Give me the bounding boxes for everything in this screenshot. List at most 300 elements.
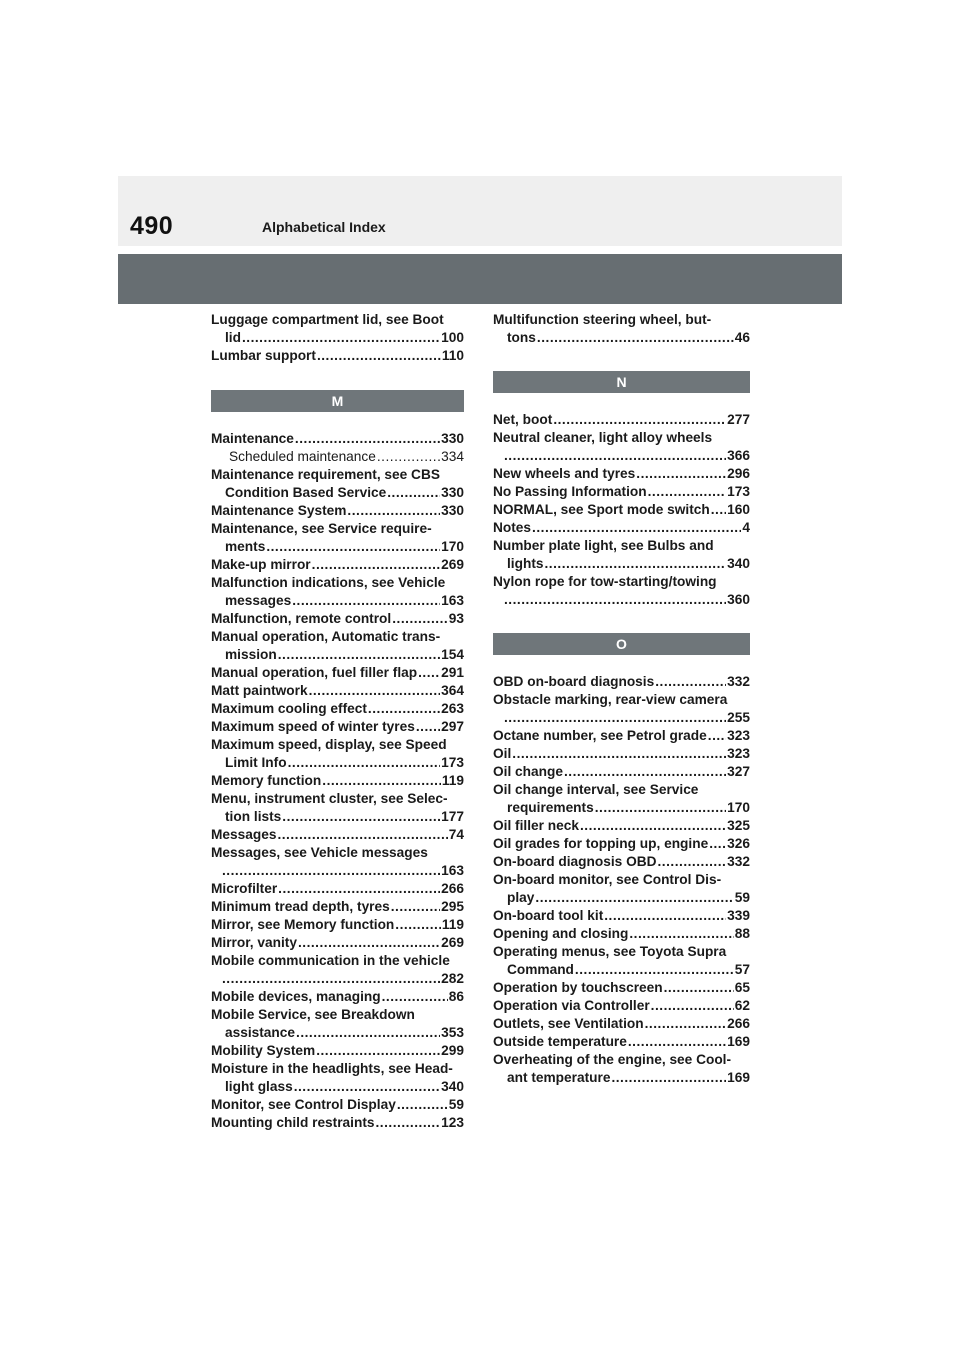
index-entry-text: tons: [507, 330, 536, 345]
index-entry-line: [493, 907, 750, 925]
index-page-number: 340: [727, 556, 750, 571]
index-entry[interactable]: [211, 700, 464, 718]
index-entry-text: play: [507, 890, 535, 905]
index-entry-line: [493, 763, 750, 781]
index-page-number: 163: [441, 863, 464, 878]
index-entry[interactable]: [211, 347, 464, 365]
index-page-number: 170: [727, 800, 750, 815]
leader-dots: [292, 592, 440, 610]
index-entry-text: Mirror, vanity: [211, 935, 297, 950]
index-entry-line: [493, 573, 750, 591]
index-entry[interactable]: [211, 736, 464, 772]
index-entry-line: [211, 347, 464, 365]
index-entry-line: [493, 997, 750, 1015]
index-entry[interactable]: [493, 943, 750, 979]
index-entry-text: Opening and closing: [493, 926, 629, 941]
index-entry-text: Mobile communication in the vehicle: [211, 953, 450, 968]
leader-dots: [266, 538, 440, 556]
index-entry-line: [211, 808, 464, 826]
index-entry-text: Maximum speed, display, see Speed: [211, 737, 447, 752]
section-header-o: O: [493, 633, 750, 655]
index-entry-text: Condition Based Service: [225, 485, 387, 500]
leader-dots: [418, 664, 440, 682]
index-entry[interactable]: [211, 1060, 464, 1096]
index-entry-line: [493, 745, 750, 763]
index-entry-line: [493, 943, 750, 961]
index-page-number: 74: [448, 827, 464, 842]
leader-dots: [628, 1033, 726, 1051]
index-entry[interactable]: [493, 727, 750, 745]
index-entry-line: [211, 772, 464, 790]
index-entry-text: Menu, instrument cluster, see Selec-: [211, 791, 448, 806]
index-page-number: 263: [441, 701, 464, 716]
leader-dots: [347, 502, 440, 520]
leader-dots: [382, 988, 448, 1006]
index-entry[interactable]: [493, 781, 750, 817]
leader-dots: [222, 970, 440, 988]
index-entry-line: [493, 329, 750, 347]
index-column-left: [211, 311, 464, 1132]
index-entry-line: [211, 502, 464, 520]
index-page-number: 170: [441, 539, 464, 554]
index-page-number: 62: [734, 998, 750, 1013]
index-entry[interactable]: [211, 664, 464, 682]
index-page-number: 330: [441, 503, 464, 518]
index-entry[interactable]: [493, 483, 750, 501]
index-entry-text: ant temperature: [507, 1070, 611, 1085]
index-entry-line: [211, 628, 464, 646]
index-entry-line: [211, 1042, 464, 1060]
index-page-number: 297: [441, 719, 464, 734]
leader-dots: [309, 682, 441, 700]
index-page-number: 269: [441, 935, 464, 950]
leader-dots: [648, 483, 727, 501]
index-entry-text: Maintenance requirement, see CBS: [211, 467, 440, 482]
leader-dots: [532, 519, 741, 537]
index-entry[interactable]: [493, 411, 750, 429]
index-entry-text: Net, boot: [493, 412, 553, 427]
index-entry-line: [211, 538, 464, 556]
index-entry[interactable]: [493, 429, 750, 465]
index-entry[interactable]: [211, 826, 464, 844]
index-entry-text: OBD on-board diagnosis: [493, 674, 655, 689]
index-entry-text: Mobile devices, managing: [211, 989, 381, 1004]
index-entry-text: Outside temperature: [493, 1034, 627, 1049]
leader-dots: [392, 610, 448, 628]
index-entry-text: New wheels and tyres: [493, 466, 636, 481]
leader-dots: [651, 997, 734, 1015]
index-entry-text: lid: [225, 330, 241, 345]
index-entry-line: [211, 466, 464, 484]
index-page-number: 325: [727, 818, 750, 833]
index-entry-text: light glass: [225, 1079, 293, 1094]
index-entry-line: [211, 880, 464, 898]
index-page-number: 169: [727, 1034, 750, 1049]
index-entry-text: Maintenance: [211, 431, 294, 446]
index-entry-text: Maintenance, see Service require-: [211, 521, 432, 536]
index-entry[interactable]: [211, 844, 464, 880]
index-entry-line: [493, 1051, 750, 1069]
leader-dots: [322, 772, 441, 790]
index-entry-text: messages: [225, 593, 292, 608]
page-title: Alphabetical Index: [262, 219, 386, 235]
index-entry[interactable]: [493, 763, 750, 781]
index-entry[interactable]: [493, 1051, 750, 1087]
index-entry-text: Nylon rope for tow-starting/towing: [493, 574, 717, 589]
leader-dots: [595, 799, 726, 817]
index-page-number: 326: [727, 836, 750, 851]
index-page-number: 160: [727, 502, 750, 517]
leader-dots: [708, 727, 726, 745]
leader-dots: [298, 934, 440, 952]
index-entry-text: Overheating of the engine, see Cool-: [493, 1052, 732, 1067]
index-entry[interactable]: [211, 610, 464, 628]
index-entry[interactable]: [211, 466, 464, 502]
index-page-number: 110: [441, 348, 464, 363]
index-entry[interactable]: [211, 934, 464, 952]
index-page-number: 353: [441, 1025, 464, 1040]
leader-dots: [645, 1015, 727, 1033]
index-page-number: 340: [441, 1079, 464, 1094]
index-entry-text: Command: [507, 962, 574, 977]
index-entry-line: [211, 574, 464, 592]
index-entry[interactable]: [211, 502, 464, 520]
leader-dots: [545, 555, 727, 573]
index-entry-line: [493, 673, 750, 691]
leader-dots: [391, 898, 440, 916]
index-entry-line: [211, 329, 464, 347]
index-page-number: 163: [441, 593, 464, 608]
leader-dots: [636, 465, 726, 483]
leader-dots: [278, 646, 440, 664]
index-entry[interactable]: [493, 691, 750, 727]
index-entry-text: Maximum cooling effect: [211, 701, 367, 716]
index-page-number: 269: [441, 557, 464, 572]
index-page-number: 323: [727, 746, 750, 761]
index-entry-text: Messages: [211, 827, 277, 842]
index-entry[interactable]: [493, 979, 750, 997]
leader-dots: [316, 1042, 440, 1060]
leader-dots: [282, 808, 440, 826]
index-entry[interactable]: [493, 537, 750, 573]
index-entry-line: [211, 1096, 464, 1114]
index-entry-line: [493, 799, 750, 817]
leader-dots: [711, 501, 726, 519]
header-band: [118, 176, 842, 246]
index-entry-line: [211, 484, 464, 502]
index-entry-line: [211, 754, 464, 772]
index-entry-text: Scheduled maintenance: [229, 449, 376, 464]
index-page-number: 65: [734, 980, 750, 995]
index-entry[interactable]: [211, 1096, 464, 1114]
index-entry-line: [211, 916, 464, 934]
index-entry[interactable]: [493, 925, 750, 943]
index-entry-line: [493, 519, 750, 537]
index-entry[interactable]: [211, 772, 464, 790]
leader-dots: [288, 754, 441, 772]
leader-dots: [312, 556, 441, 574]
index-entry-text: On-board monitor, see Control Dis-: [493, 872, 722, 887]
leader-dots: [512, 745, 726, 763]
index-page-number: 266: [727, 1016, 750, 1031]
leader-dots: [709, 835, 726, 853]
index-entry[interactable]: [493, 1033, 750, 1051]
index-entry-text: Limit Info: [225, 755, 287, 770]
index-entry-line: [493, 979, 750, 997]
index-entry-line: [493, 817, 750, 835]
index-entry-text: Manual operation, Automatic trans-: [211, 629, 441, 644]
index-entry[interactable]: [493, 501, 750, 519]
index-entry-line: [211, 646, 464, 664]
index-entry-line: [211, 700, 464, 718]
section-header-m: M: [211, 390, 464, 412]
index-page-number: 88: [734, 926, 750, 941]
index-entry[interactable]: [493, 673, 750, 691]
leader-dots: [294, 1078, 440, 1096]
index-page-number: 119: [441, 917, 464, 932]
index-page-number: 154: [441, 647, 464, 662]
leader-dots: [242, 329, 440, 347]
index-entry-line: [493, 961, 750, 979]
index-entry-line: [493, 1015, 750, 1033]
index-entry-line: [493, 1033, 750, 1051]
index-entry-text: Luggage compartment lid, see Boot: [211, 312, 444, 327]
index-page-number: 59: [734, 890, 750, 905]
index-entry-line: [493, 925, 750, 943]
index-entry-line: [211, 934, 464, 952]
index-page-number: 277: [727, 412, 750, 427]
leader-dots: [295, 430, 440, 448]
index-entry[interactable]: [211, 448, 464, 466]
index-entry[interactable]: [493, 573, 750, 609]
index-page-number: 59: [448, 1097, 464, 1112]
index-entry[interactable]: [493, 907, 750, 925]
index-entry-line: [493, 691, 750, 709]
index-entry-text: Microfilter: [211, 881, 278, 896]
index-page-number: 46: [734, 330, 750, 345]
leader-dots: [504, 709, 726, 727]
index-entry[interactable]: [211, 520, 464, 556]
index-entry-line: [211, 556, 464, 574]
index-entry-line: [211, 1114, 464, 1132]
index-page-number: 266: [441, 881, 464, 896]
index-entry-line: [211, 952, 464, 970]
index-entry-line: [493, 835, 750, 853]
index-entry-text: lights: [507, 556, 544, 571]
index-entry[interactable]: [211, 880, 464, 898]
index-page-number: 299: [441, 1043, 464, 1058]
index-page-number: 93: [448, 611, 464, 626]
index-entry-text: Oil filler neck: [493, 818, 579, 833]
index-page-number: 339: [727, 908, 750, 923]
index-entry-line: [493, 555, 750, 573]
index-entry[interactable]: [211, 682, 464, 700]
index-entry-text: Mirror, see Memory function: [211, 917, 395, 932]
index-entry-line: [493, 501, 750, 519]
leader-dots: [658, 853, 727, 871]
index-entry-line: [493, 1069, 750, 1087]
index-entry[interactable]: [211, 988, 464, 1006]
index-entry[interactable]: [211, 556, 464, 574]
index-entry[interactable]: [493, 465, 750, 483]
index-entry-line: [493, 465, 750, 483]
index-entry-line: [493, 537, 750, 555]
leader-dots: [564, 763, 726, 781]
index-entry-line: [493, 483, 750, 501]
index-entry-text: Mobility System: [211, 1043, 316, 1058]
index-entry-text: Notes: [493, 520, 532, 535]
index-entry-line: [211, 844, 464, 862]
leader-dots: [416, 718, 440, 736]
index-entry-line: [211, 718, 464, 736]
index-entry-line: [211, 1078, 464, 1096]
index-entry[interactable]: [493, 853, 750, 871]
index-page-number: 323: [727, 728, 750, 743]
index-entry-text: mission: [225, 647, 277, 662]
index-page-number: 57: [734, 962, 750, 977]
index-entry-line: [229, 448, 464, 466]
leader-dots: [611, 1069, 726, 1087]
index-entry[interactable]: [211, 1114, 464, 1132]
index-entry-line: [493, 311, 750, 329]
index-entry-line: [493, 447, 750, 465]
leader-dots: [629, 925, 733, 943]
index-entry-text: Moisture in the headlights, see Head-: [211, 1061, 453, 1076]
index-entry-line: [211, 664, 464, 682]
leader-dots: [604, 907, 726, 925]
index-entry-text: Operation by touchscreen: [493, 980, 663, 995]
index-entry-line: [493, 889, 750, 907]
index-entry-text: Messages, see Vehicle messages: [211, 845, 428, 860]
index-page-number: 282: [441, 971, 464, 986]
leader-dots: [504, 591, 726, 609]
index-entry[interactable]: [211, 790, 464, 826]
leader-dots: [277, 826, 447, 844]
index-entry-text: Malfunction indications, see Vehicle: [211, 575, 446, 590]
leader-dots: [377, 448, 440, 466]
index-entry[interactable]: [211, 1006, 464, 1042]
index-entry-line: [211, 520, 464, 538]
index-entry-text: tion lists: [225, 809, 282, 824]
index-entry[interactable]: [493, 997, 750, 1015]
index-entry-text: On-board diagnosis OBD: [493, 854, 657, 869]
index-entry-line: [211, 988, 464, 1006]
index-entry-text: Neutral cleaner, light alloy wheels: [493, 430, 713, 445]
index-entry-text: Maintenance System: [211, 503, 347, 518]
leader-dots: [222, 862, 440, 880]
index-entry-line: [211, 898, 464, 916]
index-entry-text: Mounting child restraints: [211, 1115, 375, 1130]
page-number: 490: [130, 212, 174, 240]
index-entry-line: [211, 1006, 464, 1024]
index-column-right: [493, 311, 750, 1087]
index-entry-line: [211, 862, 464, 880]
index-entry-text: On-board tool kit: [493, 908, 604, 923]
index-page-number: 177: [441, 809, 464, 824]
index-entry-text: Malfunction, remote control: [211, 611, 392, 626]
index-entry[interactable]: [493, 519, 750, 537]
index-entry-text: requirements: [507, 800, 594, 815]
index-entry-text: Oil: [493, 746, 512, 761]
index-page-number: 295: [441, 899, 464, 914]
index-page-number: 255: [727, 710, 750, 725]
leader-dots: [387, 484, 440, 502]
index-entry[interactable]: [211, 718, 464, 736]
index-page-number: 296: [727, 466, 750, 481]
index-entry-text: Oil change interval, see Service: [493, 782, 699, 797]
leader-dots: [664, 979, 734, 997]
index-entry-text: assistance: [225, 1025, 296, 1040]
index-entry[interactable]: [493, 835, 750, 853]
index-entry[interactable]: [493, 817, 750, 835]
index-entry-line: [211, 682, 464, 700]
index-entry-text: Minimum tread depth, tyres: [211, 899, 390, 914]
index-entry-text: NORMAL, see Sport mode switch: [493, 502, 710, 517]
index-entry-line: [493, 727, 750, 745]
index-entry[interactable]: [493, 871, 750, 907]
index-entry-text: Make-up mirror: [211, 557, 311, 572]
index-page-number: 360: [727, 592, 750, 607]
index-page-number: 86: [448, 989, 464, 1004]
index-entry[interactable]: [211, 430, 464, 448]
index-entry-text: Number plate light, see Bulbs and: [493, 538, 714, 553]
index-entry[interactable]: [211, 628, 464, 664]
index-entry-line: [493, 853, 750, 871]
header-dark-band: [118, 254, 842, 304]
index-entry[interactable]: [211, 574, 464, 610]
index-page-number: 364: [441, 683, 464, 698]
index-entry[interactable]: [493, 311, 750, 347]
leader-dots: [368, 700, 440, 718]
index-page-number: 4: [742, 520, 750, 535]
index-entry-line: [211, 592, 464, 610]
index-page-number: 123: [441, 1115, 464, 1130]
index-entry-text: No Passing Information: [493, 484, 647, 499]
index-page-number: 173: [727, 484, 750, 499]
index-entry-text: Outlets, see Ventilation: [493, 1016, 644, 1031]
index-page-number: 291: [441, 665, 464, 680]
index-entry-line: [211, 1024, 464, 1042]
leader-dots: [575, 961, 734, 979]
index-entry-text: Lumbar support: [211, 348, 316, 363]
index-entry-text: Obstacle marking, rear-view camera: [493, 692, 728, 707]
index-entry-text: Multifunction steering wheel, but-: [493, 312, 712, 327]
index-entry-line: [211, 790, 464, 808]
index-page-number: 332: [727, 674, 750, 689]
index-entry[interactable]: [493, 1015, 750, 1033]
section-header-n: N: [493, 371, 750, 393]
index-entry[interactable]: [211, 1042, 464, 1060]
index-entry[interactable]: [211, 952, 464, 988]
index-entry-line: [211, 1060, 464, 1078]
index-entry[interactable]: [211, 311, 464, 347]
index-entry-text: Manual operation, fuel filler flap: [211, 665, 418, 680]
index-entry-line: [493, 781, 750, 799]
index-entry-line: [493, 429, 750, 447]
index-entry[interactable]: [211, 898, 464, 916]
leader-dots: [296, 1024, 440, 1042]
leader-dots: [278, 880, 440, 898]
leader-dots: [504, 447, 726, 465]
index-entry-text: Oil grades for topping up, engine: [493, 836, 709, 851]
index-entry[interactable]: [493, 745, 750, 763]
index-entry[interactable]: [211, 916, 464, 934]
leader-dots: [317, 347, 441, 365]
leader-dots: [655, 673, 726, 691]
index-entry-text: Memory function: [211, 773, 322, 788]
leader-dots: [553, 411, 726, 429]
index-entry-line: [211, 311, 464, 329]
